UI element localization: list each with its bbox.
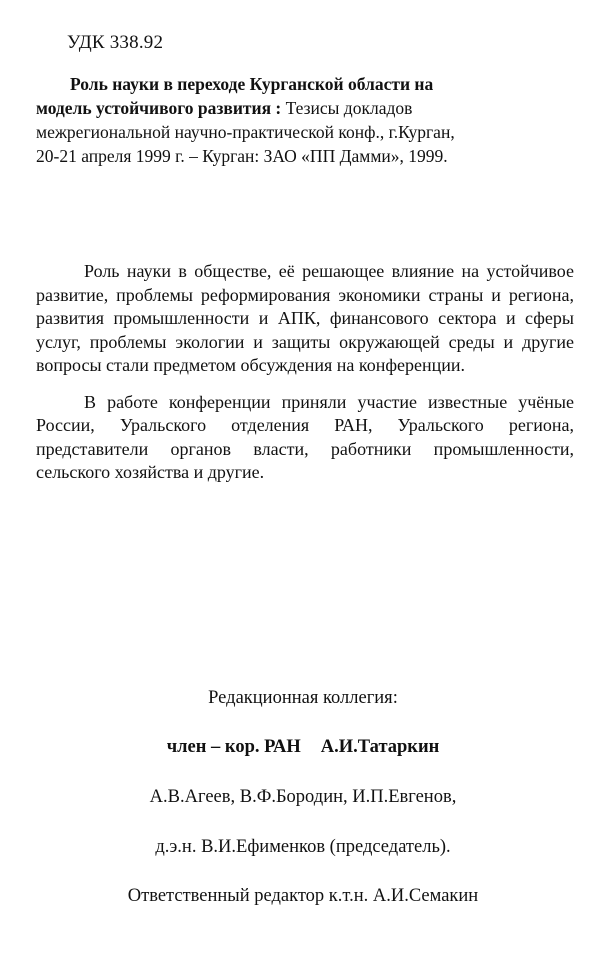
citation-line-4: 20-21 апреля 1999 г. – Курган: ЗАО «ПП Дамми», 1999. [36,146,448,166]
editorial-chair: д.э.н. В.И.Ефименков (председатель). [155,837,451,857]
citation-title-line-1: Роль науки в переходе Курганской области на [70,74,434,94]
responsible-editor: Ответственный редактор к.т.н. А.И.Семакин [127,886,479,906]
abstract-paragraph-2: В работе конференции приняли участие известные учёные России, Уральского отделения РАН, Уральского региона, представители органов власти, работники промышленности, сельского хозяйства и другие. [36,391,574,482]
editorial-lead-member [0,737,606,758]
abstract [36,260,574,498]
member-name: А.И.Татаркин [320,737,440,757]
abstract-paragraph-1: Роль науки в обществе, её решающее влияние на устойчивое развитие, проблемы реформирования экономики страны и региона, развития промышленности и АПК, финансового сектора и сферы услуг, проблемы экологии и защиты окружающей среды и другие вопросы стали предметом обсуждения на конференции. [36,261,574,375]
citation-title-line-2: модель устойчивого развития : [36,98,282,118]
citation-line-2 [36,96,546,120]
member-title: член – кор. РАН [166,737,301,757]
editorial-heading: Редакционная коллегия: [208,688,398,708]
citation-line-3: межрегиональной научно-практической конф., г.Курган, [36,122,455,142]
udk-code: УДК 338.92 [67,32,164,53]
citation-subtitle: Тезисы докладов [281,98,413,118]
bibliographic-citation [36,72,546,168]
editorial-members: А.В.Агеев, В.Ф.Бородин, И.П.Евгенов, [149,787,457,807]
